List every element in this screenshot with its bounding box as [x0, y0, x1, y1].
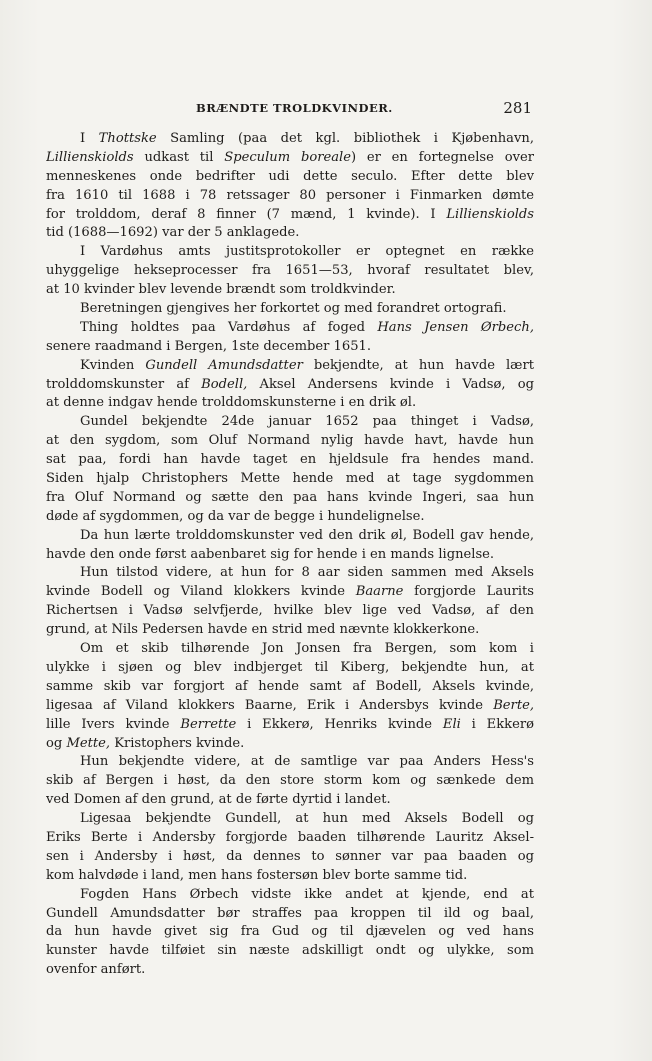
text-line [46, 886, 534, 905]
text-span: Hun tilstod videre, at hun for 8 aar siden sammen med Aksels [80, 565, 534, 581]
text-span: Thing holdtes paa Vardøhus af foged [80, 319, 378, 335]
running-title: BRÆNDTE TROLDKVINDER. [196, 101, 393, 115]
text-span: forgjorde Laurits [403, 584, 534, 600]
text-line [46, 772, 534, 791]
text-span: samme skib var forgjort af hende samt af Bodell, Aksels kvinde, [46, 678, 534, 694]
text-line [46, 281, 534, 300]
text-span: trolddomskunster af [46, 376, 202, 392]
text-span: Gundell Amundsdatter bør straffes paa kroppen til ild og baal, [46, 905, 534, 921]
text-span: i Ekkerø [460, 716, 534, 732]
italic-name: Speculum boreale [224, 149, 351, 165]
text-line [46, 810, 534, 829]
text-line [46, 659, 534, 678]
text-span: Gundel bekjendte 24de januar 1652 paa thinget i Vadsø, [80, 414, 534, 430]
text-span: ligesaa af Viland klokkers Baarne, Erik i Andersbys kvinde [46, 697, 494, 713]
text-span: kom halvdøde i land, men hans fostersøn blev borte samme tid. [46, 867, 468, 883]
text-span: ) er en fortegnelse over [350, 149, 534, 165]
text-line [46, 168, 534, 187]
text-span: Beretningen gjengives her forkortet og med forandret ortografi. [80, 301, 507, 317]
italic-name: Mette, [66, 735, 111, 751]
text-line [46, 961, 534, 980]
text-line [46, 829, 534, 848]
text-span: uhyggelige hekseprocesser fra 1651—53, hvoraf resultatet blev, [46, 263, 534, 279]
text-span: sen i Andersby i høst, da dennes to sønner var paa baaden og [46, 848, 534, 864]
text-line [46, 753, 534, 772]
text-line [46, 697, 534, 716]
text-line [46, 489, 534, 508]
text-span: ved Domen af den grund, at de førte dyrtid i landet. [46, 792, 391, 808]
text-span: Richertsen i Vadsø selvfjerde, hvilke blev lige ved Vadsø, af den [46, 603, 534, 619]
text-line [46, 942, 534, 961]
text-line [46, 848, 534, 867]
text-span: Eriks Berte i Andersby forgjorde baaden tilhørende Lauritz Aksel- [46, 829, 534, 845]
text-line [46, 432, 534, 451]
text-span: for trolddom, deraf 8 finner (7 mænd, 1 kvinde). I [46, 206, 447, 222]
text-line [46, 546, 534, 565]
text-line [46, 413, 534, 432]
text-span: grund, at Nils Pedersen havde en strid med nævnte klokkerkone. [46, 622, 480, 638]
text-span: Fogden Hans Ørbech vidste ikke andet at kjende, end at [80, 886, 534, 902]
text-line [46, 394, 534, 413]
text-line [46, 621, 534, 640]
text-line [46, 905, 534, 924]
text-span: senere raadmand i Bergen, 1ste december 1651. [46, 338, 372, 354]
text-span: skib af Bergen i høst, da den store storm kom og sænkede dem [46, 773, 534, 789]
text-span: kvinde Bodell og Viland klokkers kvinde [46, 584, 356, 600]
italic-name: Eli [442, 716, 461, 732]
page-number: 281 [503, 99, 532, 117]
text-span: I Vardøhus amts justitsprotokoller er optegnet en række [80, 244, 534, 260]
text-line [46, 508, 534, 527]
text-span: tid (1688—1692) var der 5 anklagede. [46, 225, 300, 241]
text-span: i Ekkerø, Henriks kvinde [236, 716, 443, 732]
text-line [46, 451, 534, 470]
text-line [46, 206, 534, 225]
page-header [46, 101, 532, 121]
text-span: Kvinden [80, 357, 146, 373]
text-span: og [46, 735, 67, 751]
text-span: Ligesaa bekjendte Gundell, at hun med Aksels Bodell og [80, 811, 534, 827]
text-line [46, 338, 534, 357]
body-text [46, 130, 534, 980]
text-line [46, 357, 534, 376]
text-line [46, 640, 534, 659]
text-line [46, 130, 534, 149]
italic-name: Hans Jensen Ørbech, [377, 319, 534, 335]
text-line [46, 300, 534, 319]
text-span: Siden hjalp Christophers Mette hende med at tage sygdommen [46, 471, 534, 487]
text-span: da hun havde givet sig fra Gud og til djævelen og ved hans [46, 924, 534, 940]
text-line [46, 149, 534, 168]
italic-name: Bodell, [201, 376, 248, 392]
text-span: havde den onde først aabenbaret sig for hende i en mands lignelse. [46, 546, 495, 562]
text-span: lille Ivers kvinde [46, 716, 181, 732]
text-line [46, 187, 534, 206]
text-span: I [80, 131, 99, 146]
text-span: at den sygdom, som Oluf Normand nylig havde havt, havde hun [46, 433, 534, 449]
text-line [46, 678, 534, 697]
text-span: Kristophers kvinde. [110, 735, 245, 751]
italic-name: Baarne [355, 584, 404, 600]
italic-name: Lillienskiolds [46, 149, 134, 165]
text-span: fra Oluf Normand og sætte den paa hans kvinde Ingeri, saa hun [46, 489, 534, 505]
text-line [46, 527, 534, 546]
text-line [46, 923, 534, 942]
italic-name: Gundell Amundsdatter [145, 357, 303, 373]
italic-name: Lillienskiolds [446, 206, 534, 222]
text-span: menneskenes onde bedrifter udi dette seculo. Efter dette blev [46, 168, 534, 184]
text-line [46, 564, 534, 583]
text-span: at denne indgav hende trolddomskunsterne i en drik øl. [46, 395, 417, 411]
text-line [46, 716, 534, 735]
text-span: kunster havde tilføiet sin næste adskilligt ondt og ulykke, som [46, 943, 534, 959]
italic-name: Berte, [493, 697, 534, 713]
text-line [46, 262, 534, 281]
text-span: udkast til [133, 149, 225, 165]
text-span: Da hun lærte trolddomskunster ved den drik øl, Bodell gav hende, [80, 527, 534, 543]
text-line [46, 224, 534, 243]
text-span: ovenfor anført. [46, 962, 146, 978]
text-line [46, 243, 534, 262]
text-line [46, 376, 534, 395]
text-line [46, 867, 534, 886]
text-span: ulykke i sjøen og blev indbjerget til Kiberg, bekjendte hun, at [46, 659, 534, 675]
text-span: sat paa, fordi han havde taget en hjeldsule fra hendes mand. [46, 452, 534, 468]
text-span: Aksel Andersens kvinde i Vadsø, og [247, 376, 534, 392]
text-span: bekjendte, at hun havde lært [302, 357, 534, 373]
text-line [46, 735, 534, 754]
text-line [46, 602, 534, 621]
text-span: fra 1610 til 1688 i 78 retssager 80 personer i Finmarken dømte [46, 187, 534, 203]
text-line [46, 470, 534, 489]
text-span: Hun bekjendte videre, at de samtlige var paa Anders Hess's [80, 754, 534, 770]
text-span: at 10 kvinder blev levende brændt som troldkvinder. [46, 282, 396, 298]
text-line [46, 319, 534, 338]
italic-name: Berrette [180, 716, 237, 732]
text-line [46, 583, 534, 602]
text-span: Samling (paa det kgl. bibliothek i Kjøbenhavn, [156, 131, 534, 146]
text-span: døde af sygdommen, og da var de begge i hundelignelse. [46, 508, 425, 524]
text-span: Om et skib tilhørende Jon Jonsen fra Bergen, som kom i [80, 641, 534, 657]
italic-name: Thottske [98, 131, 157, 146]
text-line [46, 791, 534, 810]
